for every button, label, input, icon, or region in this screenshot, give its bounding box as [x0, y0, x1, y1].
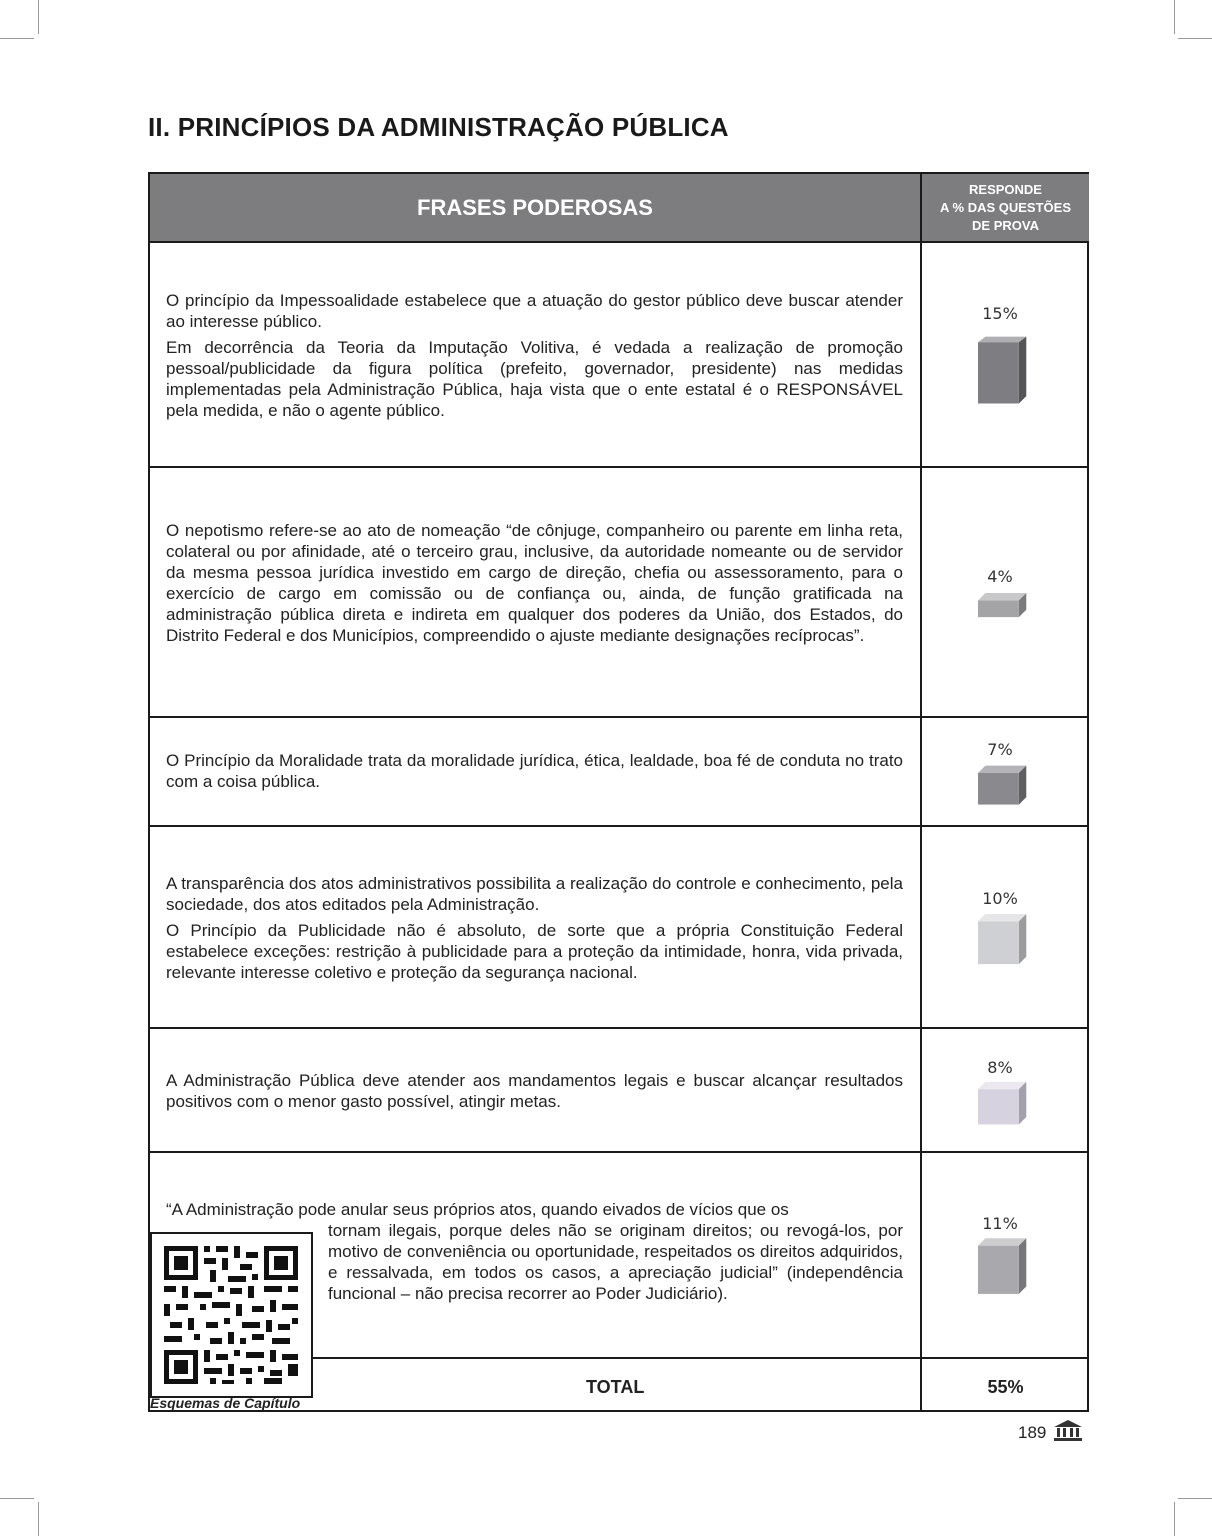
header-pct-line: A % DAS QUESTÕES [940, 199, 1071, 215]
row-divider [150, 825, 1087, 827]
paragraph: Em decorrência da Teoria da Imputação Volitiva, é vedada a realização de promoção pessoal/publicidade da figura política (prefeito, governador, presidente) nas medidas implementadas pela Administração Pública, haja vista que o ente estatal é o RESPONSÁVEL pela medida, e não o agente público. [166, 338, 903, 420]
paragraph: A Administração Pública deve atender aos mandamentos legais e buscar alcançar resultados positivos com o menor gasto possível, atingir metas. [166, 1071, 903, 1111]
row-text-moralidade [166, 750, 903, 797]
percent-bar [978, 590, 1030, 622]
row-text-eficiencia [166, 1070, 903, 1117]
percent-label: 10% [982, 889, 1018, 908]
paragraph: O Princípio da Publicidade não é absoluto, de sorte que a própria Constituição Federal estabelece exceções: restrição à publicidade para a proteção da intimidade, honra, vida privada, relevante interesse coletivo e proteção da segurança nacional. [166, 921, 903, 982]
crop-mark [38, 0, 39, 34]
bar-face [978, 1246, 1019, 1294]
bar-face [978, 600, 1019, 617]
percent-label: 11% [982, 1214, 1018, 1233]
crop-mark [1178, 1498, 1212, 1499]
qr-code-icon [152, 1234, 311, 1396]
total-value: 55% [987, 1377, 1024, 1397]
crop-mark [1174, 1502, 1175, 1536]
row-text-impessoalidade [166, 290, 903, 426]
row-text-autotutela-first-line: “A Administração pode anular seus próprios atos, quando eivados de vícios que os [166, 1200, 789, 1219]
crop-mark [0, 1498, 34, 1499]
percent-bar [978, 1080, 1030, 1128]
crop-mark [1174, 0, 1175, 34]
table-header-main: FRASES PODEROSAS [150, 174, 920, 241]
bar-face [978, 342, 1019, 403]
row-text-nepotismo [166, 520, 903, 651]
qr-code[interactable] [150, 1232, 313, 1398]
paragraph: O Princípio da Moralidade trata da moralidade jurídica, ética, lealdade, boa fé de conduta no trato com a coisa pública. [166, 751, 903, 791]
percent-bar [978, 1236, 1030, 1298]
crop-mark [38, 1502, 39, 1536]
total-label-text: TOTAL [586, 1377, 645, 1397]
header-pct-line: RESPONDE [969, 181, 1042, 197]
percent-label: 8% [987, 1058, 1013, 1077]
percent-bar [978, 912, 1030, 968]
percent-bar [978, 334, 1030, 408]
row-divider [150, 716, 1087, 718]
page-number: 189 [1018, 1423, 1047, 1442]
crop-mark [1178, 38, 1212, 39]
paragraph: O nepotismo refere-se ao ato de nomeação “de cônjuge, companheiro ou parente em linha reta, colateral ou por afinidade, até o terceiro grau, inclusive, da autoridade nomeante ou de servidor da mesma pessoa jurídica investido em cargo de direção, chefia ou assessoramento, para o exercício de cargo em comissão ou de confiança ou, ainda, de função gratificada na administração pública direta e indireta em qualquer dos poderes da União, dos Estados, do Distrito Federal e dos Municípios, compreendido o ajuste mediante designações recíprocas”. [166, 521, 903, 645]
qr-caption: Esquemas de Capítulo [150, 1395, 301, 1411]
percent-label: 15% [982, 304, 1018, 323]
percent-label: 7% [987, 740, 1013, 759]
row-divider [313, 1357, 1089, 1359]
row-divider [150, 1027, 1087, 1029]
header-pct-line: DE PROVA [972, 217, 1039, 233]
bar-face [978, 773, 1019, 805]
principles-table [148, 172, 1089, 1412]
row-divider [150, 1151, 1087, 1153]
crop-mark [0, 38, 34, 39]
percent-bar [978, 764, 1030, 808]
publisher-logo-icon [1052, 1418, 1084, 1442]
bar-face [978, 1089, 1019, 1124]
column-divider [920, 174, 922, 1410]
bar-face [978, 921, 1019, 964]
paragraph: O princípio da Impessoalidade estabelece que a atuação do gestor público deve buscar atender ao interesse público. [166, 291, 903, 331]
row-text-autotutela-rest: tornam ilegais, porque deles não se originam direitos; ou revogá-los, por motivo de conveniência ou oportunidade, respeitados os direitos adquiridos, e ressalvada, em todos os casos, a apreciação judicial” (independência funcional – não precisa recorrer ao Poder Judiciário). [328, 1221, 903, 1303]
row-text-publicidade [166, 873, 903, 988]
paragraph: A transparência dos atos administrativos possibilita a realização do controle e conhecimento, pela sociedade, dos atos editados pela Administração. [166, 874, 903, 914]
table-header-percent [922, 174, 1089, 241]
row-divider [150, 466, 1087, 468]
page-title: II. PRINCÍPIOS DA ADMINISTRAÇÃO PÚBLICA [148, 112, 729, 142]
percent-label: 4% [987, 567, 1013, 586]
row-divider [150, 241, 1087, 243]
